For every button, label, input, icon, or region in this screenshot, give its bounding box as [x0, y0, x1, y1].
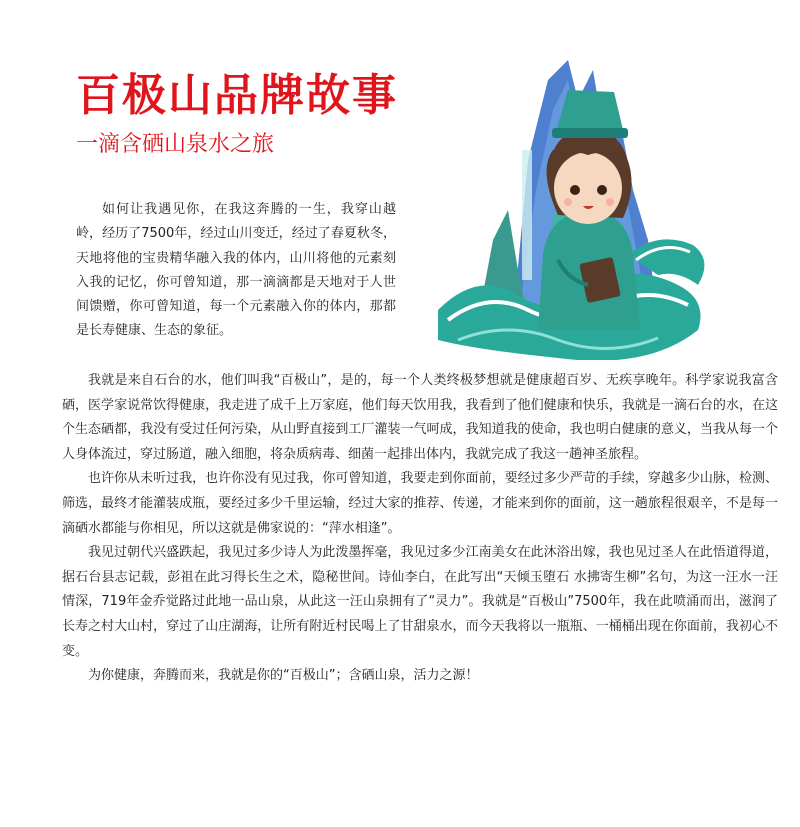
paragraph-2: 我就是来自石台的水，他们叫我“百极山”，是的，每一个人类终极梦想就是健康超百岁、无疾享晚年。科学家说我富含硒，医学家说常饮得健康，我走进了成千上万家庭，他们每天饮用我，我看到了他们健康和快乐，我就是一滴石台的水，在这个生态硒都，我没有受过任何污染，从山野直接到工厂灌装一气呵成，我知道我的使命，我也明白健康的意义，当我从每一个人身体流过，穿过肠道，融入细胞，将杂质病毒、细菌一起排出体内，我就完成了我这一趟神圣旅程。 [62, 373, 778, 462]
intro-paragraph-block [76, 198, 396, 344]
paragraph-3: 也许你从未听过我，也许你没有见过我，你可曾知道，我要走到你面前，要经过多少严苛的手续，穿越多少山脉，检测、筛选，最终才能灌装成瓶，要经过多少千里运输，经过大家的推荐、传递，才能来到你的面前，这一趟旅程很艰辛，不是每一滴硒水都能与你相见，所以这就是佛家说的：“萍水相逢”。 [62, 471, 778, 536]
waterfall-icon [522, 150, 532, 280]
paragraph-5: 为你健康，奔腾而来，我就是你的“百极山”；含硒山泉，活力之源！ [88, 668, 479, 684]
paragraph-4: 我见过朝代兴盛跌起，我见过多少诗人为此泼墨挥毫，我见过多少江南美女在此沐浴出嫁，我也见过圣人在此悟道得道，据石台县志记载，彭祖在此习得长生之术，隐秘世间。诗仙李白，在此写出“天倾玉堕石 水拂寄生柳”名句，为这一汪水一汪情深，719年金乔觉路过此地一品山泉，从此这一汪山泉拥有了“灵力”。我就是“百极山”7500年，我在此喷涌而出，滋润了长寿之村大山村，穿过了山庄湖海，让所有附近村民喝上了甘甜泉水，而今天我将以一瓶瓶、一桶桶出现在你面前，我初心不变。 [62, 545, 778, 659]
page-title: 百极山品牌故事 [76, 70, 398, 121]
page-subtitle: 一滴含硒山泉水之旅 [76, 132, 275, 157]
mascot-illustration [418, 40, 718, 360]
paragraph-1: 如何让我遇见你，在我这奔腾的一生，我穿山越岭，经历了7500年，经过山川变迁，经过了春夏秋冬，天地将他的宝贵精华融入我的体内，山川将他的元素刻入我的记忆，你可曾知道，那一滴滴都是天地对于人世间馈赠，你可曾知道，每一个元素融入你的体内，那都是长寿健康、生态的象征。 [76, 202, 396, 339]
story-body [62, 369, 778, 689]
